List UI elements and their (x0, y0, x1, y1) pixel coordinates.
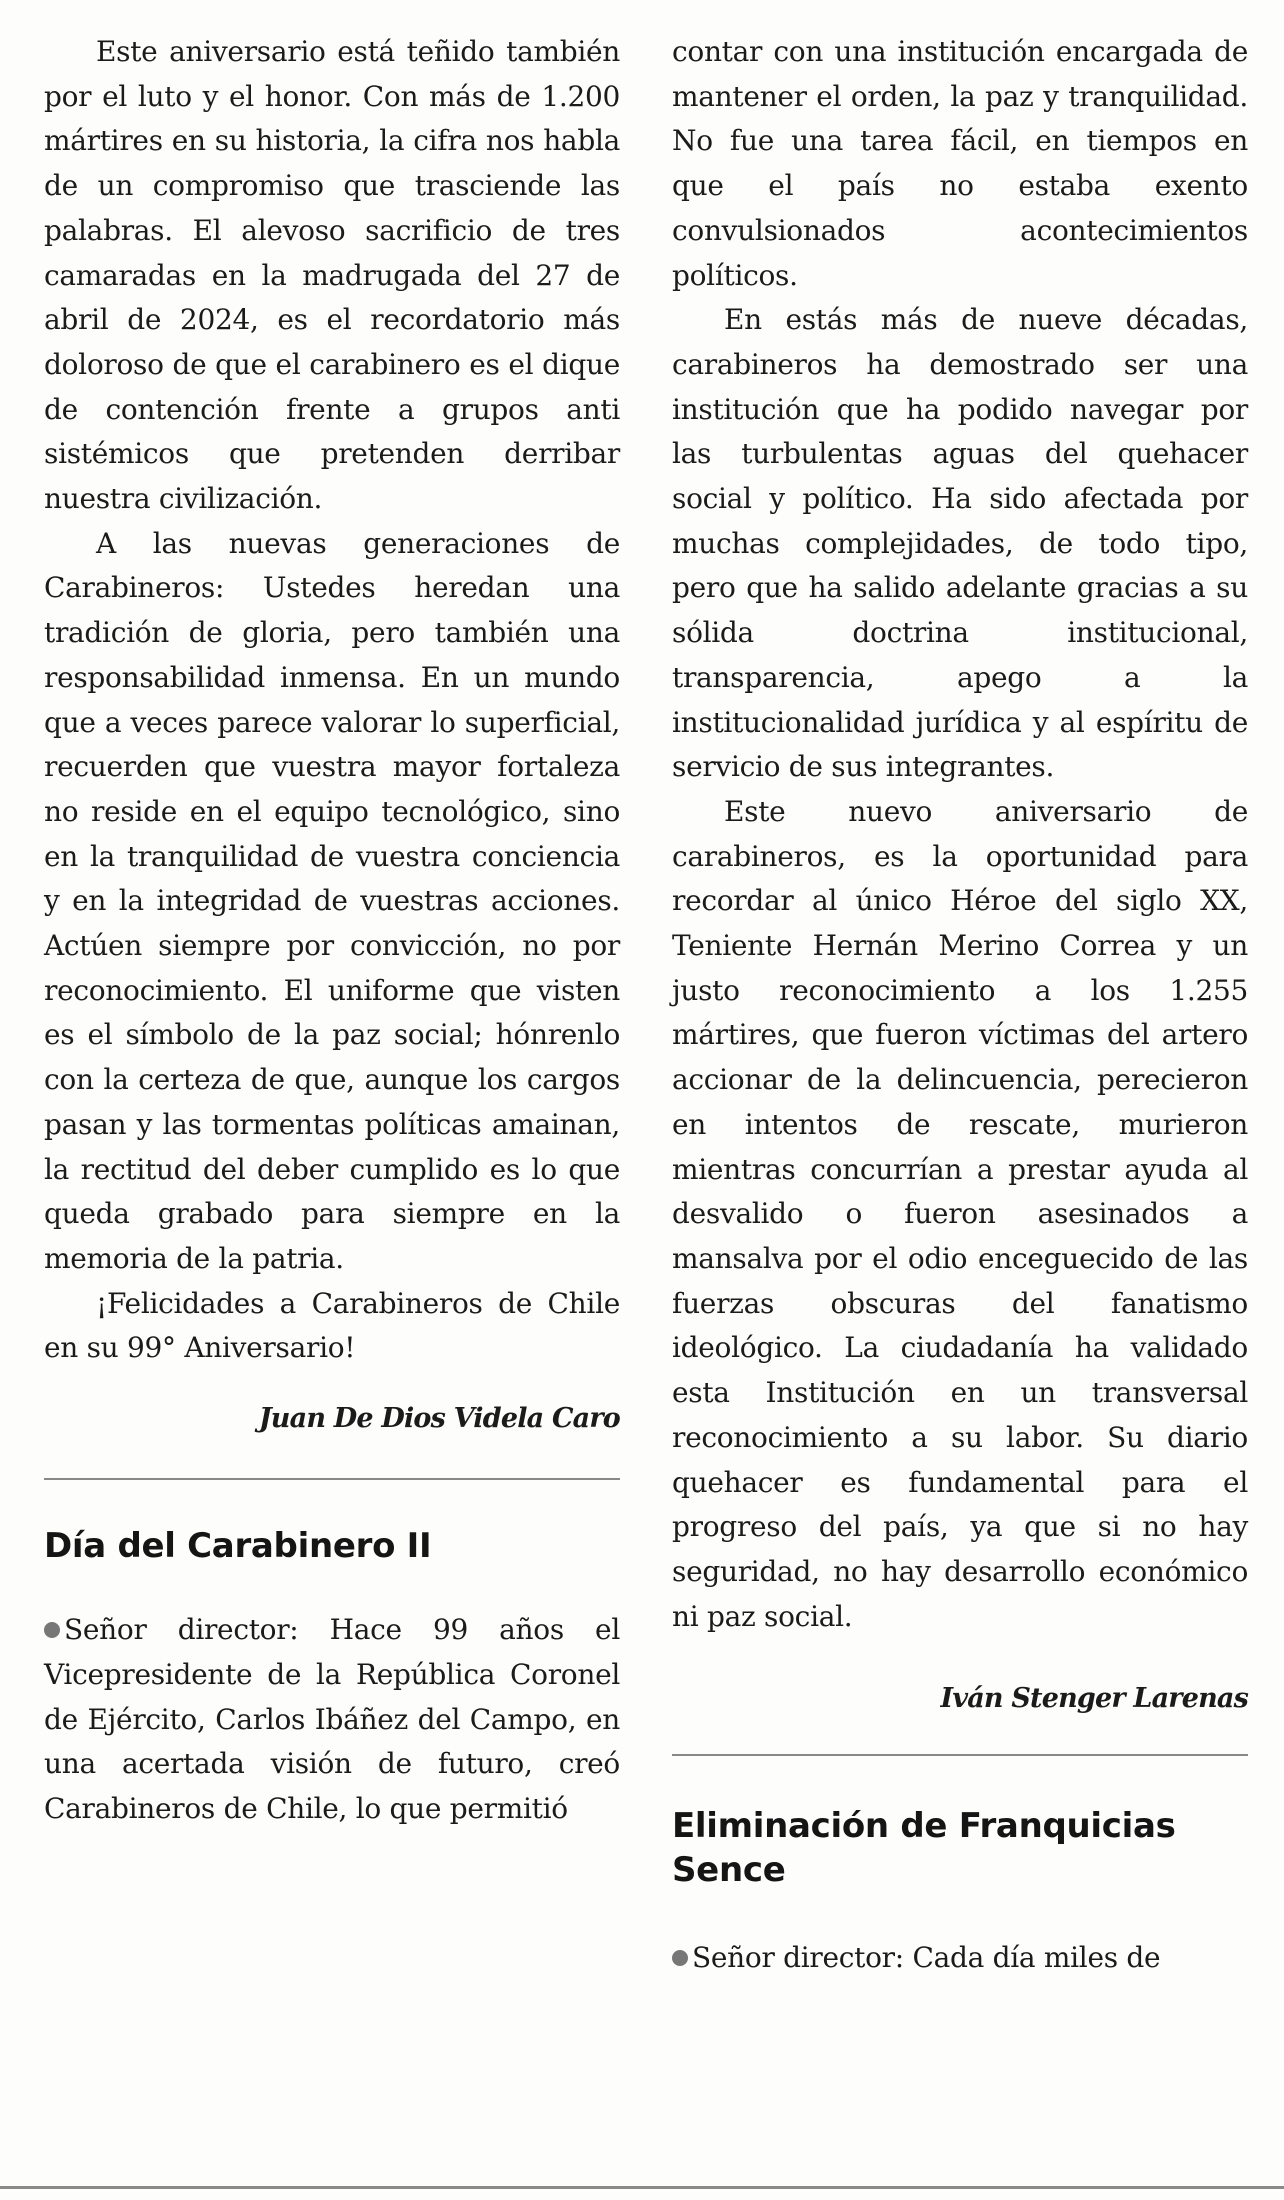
letter-paragraph: ¡Felicidades a Carabineros de Chile en su 99° Aniversario! (44, 1286, 620, 1365)
letter-paragraph: contar con una institución encargada de mantener el orden, la paz y tranquilidad. No fue una tarea fácil, en tiempos en que el país no estaba exento convulsionados acontecimientos políticos. (672, 35, 1248, 292)
bullet-icon (672, 1950, 688, 1966)
letter-opening: Señor director: Hace 99 años el Vicepresidente de la República Coronel de Ejército, Carlos Ibáñez del Campo, en una acertada visión de futuro, creó Carabineros de Chile, lo que permitió (44, 1613, 620, 1825)
section-divider (672, 1754, 1248, 1756)
right-column (672, 30, 1248, 1981)
left-column (44, 30, 620, 1832)
page-bottom-rule (0, 2186, 1284, 2189)
letter-paragraph: En estás más de nueve décadas, carabineros ha demostrado ser una institución que ha podido navegar por las turbulentas aguas del quehacer social y político. Ha sido afectada por muchas complejidades, de todo tipo, pero que ha salido adelante gracias a su sólida doctrina institucional, transparencia, apego a la institucionalidad jurídica y al espíritu de servicio de sus integrantes. (672, 303, 1248, 784)
bullet-icon (44, 1622, 60, 1638)
letter-paragraph: Este nuevo aniversario de carabineros, es la oportunidad para recordar al único Héroe del siglo XX, Teniente Hernán Merino Correa y un justo reconocimiento a los 1.255 mártires, que fueron víctimas del artero accionar de la delincuencia, perecieron en intentos de rescate, murieron mientras concurrían a prestar ayuda al desvalido o fueron asesinados a mansalva por el odio enceguecido de las fuerzas obscuras del fanatismo ideológico. La ciudadanía ha validado esta Institución en un transversal reconocimiento a su labor. Su diario quehacer es fundamental para el progreso del país, ya que si no hay seguridad, no hay desarrollo económico ni paz social. (672, 794, 1248, 1633)
letter-headline: Día del Carabinero II (44, 1526, 432, 1567)
letter-signature: Juan De Dios Videla Caro (258, 1403, 620, 1435)
letter-signature: Iván Stenger Larenas (940, 1683, 1248, 1715)
section-divider (44, 1478, 620, 1480)
letter-paragraph: A las nuevas generaciones de Carabineros: Ustedes heredan una tradición de gloria, pero también una responsabilidad inmensa. En un mundo que a veces parece valorar lo superficial, recuerden que vuestra mayor fortaleza no reside en el equipo tecnológico, sino en la tranquilidad de vuestra conciencia y en la integridad de vuestras acciones. Actúen siempre por convicción, no por reconocimiento. El uniforme que visten es el símbolo de la paz social; hónrenlo con la certeza de que, aunque los cargos pasan y las tormentas políticas amainan, la rectitud del deber cumplido es lo que queda grabado para siempre en la memoria de la patria. (44, 526, 620, 1275)
letter-headline: Eliminación de Franquicias Sence (672, 1806, 1176, 1891)
letter-paragraph: Este aniversario está teñido también por el luto y el honor. Con más de 1.200 mártires en su historia, la cifra nos habla de un compromiso que trasciende las palabras. El alevoso sacrificio de tres camaradas en la madrugada del 27 de abril de 2024, es el recordatorio más doloroso de que el carabinero es el dique de contención frente a grupos anti sistémicos que pretenden derribar nuestra civilización. (44, 35, 620, 516)
letter-opening: Señor director: Cada día miles de (672, 1936, 1248, 1981)
